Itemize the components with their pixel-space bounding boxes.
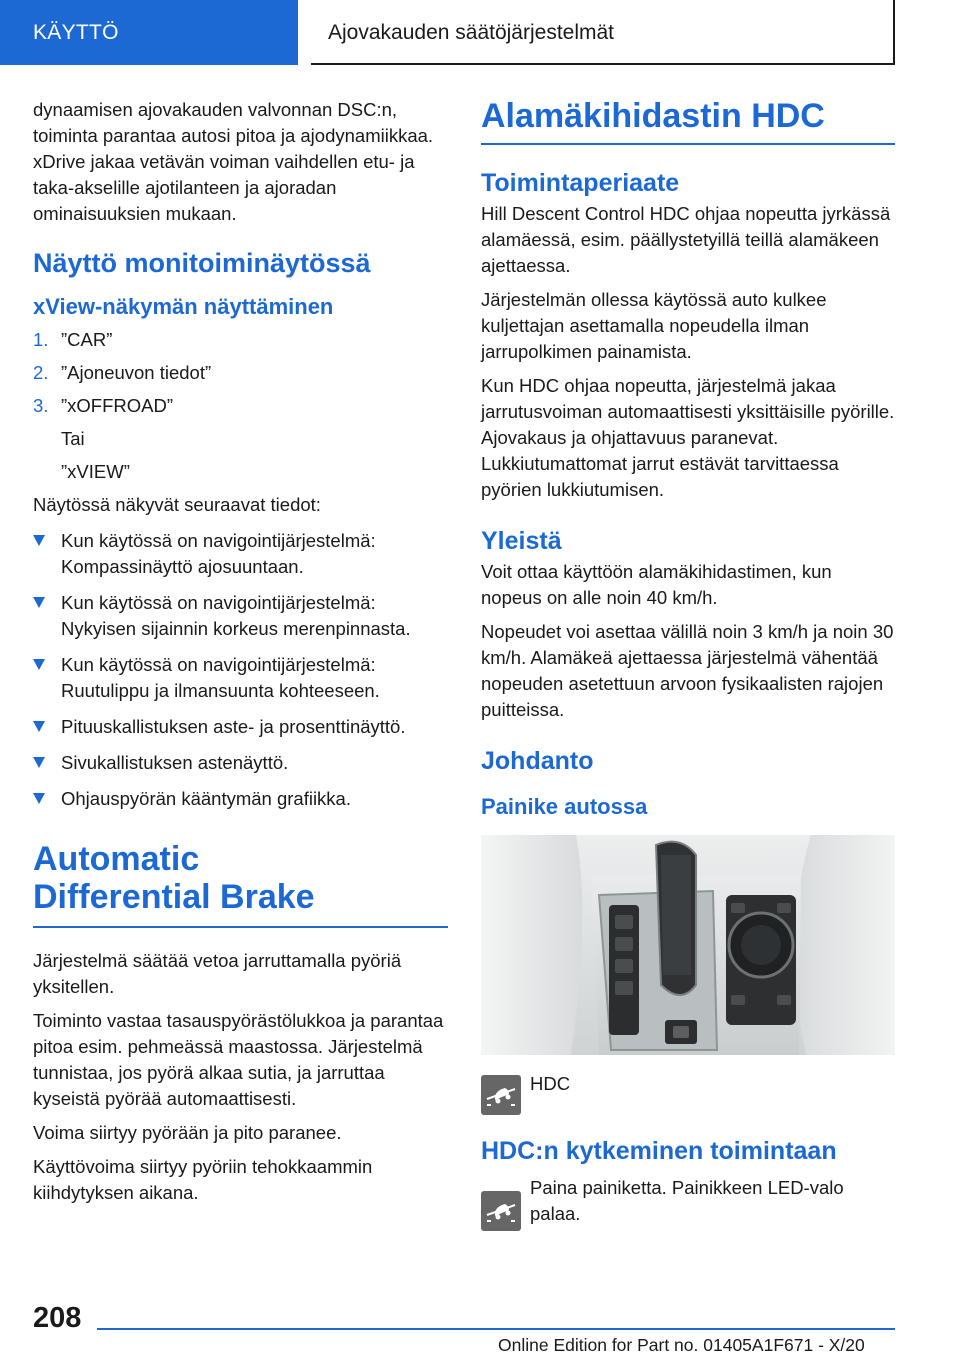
list-item [33,750,448,776]
general-paragraph: Nopeudet voi asettaa välillä noin 3 km/h ja noin 30 km/h. Alamäkeä ajettaessa järjestelmä vähentää nopeuden asetettuun arvoon fysikaalisten rajojen puitteissa. [481,621,894,720]
edition-text: Online Edition for Part no. 01405A1F671 - X/20 [498,1335,865,1355]
right-column [481,97,895,1235]
list-item [33,590,448,642]
heading-adb: Automatic Differential Brake [33,840,315,916]
alt-step-text: ”xVIEW” [61,461,130,482]
triangle-bullet-icon [33,659,45,670]
triangle-bullet-icon [33,597,45,608]
step-number: 3. [33,395,49,416]
triangle-bullet-icon [33,721,45,732]
heading-xview: xView-näkymän näyttäminen [33,294,334,319]
principle-paragraph: Järjestelmän ollessa käytössä auto kulkee kuljettajan asettamalla nopeudella ilman jarrupolkimen painamista. [481,289,827,362]
bullet-text: Kun käytössä on navigointijärjestelmä: Kompassinäyttö ajosuuntaan. [61,530,376,577]
hdc-icon [481,1075,521,1115]
bullet-text: Kun käytössä on navigointijärjestelmä: Ruutulippu ja ilmansuunta kohteeseen. [61,654,380,701]
hdc-icon-label: HDC [530,1073,571,1094]
principle-paragraph: Hill Descent Control HDC ohjaa nopeutta jyrkässä alamäessä, esim. päällystetyillä teillä alamäkeen ajettaessa. [481,203,891,276]
footer-rule [97,1328,895,1330]
heading-intro: Johdanto [481,747,594,775]
activate-text: Paina painiketta. Painikkeen LED-valo palaa. [530,1177,844,1224]
heading-display: Näyttö monitoiminäytössä [33,248,371,278]
triangle-bullet-icon [33,535,45,546]
heading-principle: Toimintaperiaate [481,169,680,197]
xview-steps [33,327,448,426]
list-item [33,528,448,580]
shown-intro: Näytössä näkyvät seuraavat tiedot: [33,494,321,515]
chapter-header [311,0,895,65]
hdc-icon-row [481,1055,895,1135]
adb-paragraph: Käyttövoima siirtyy pyöriin tehokkaammin kiihdytyksen aikana. [33,1156,373,1203]
list-item [33,327,448,360]
general-paragraph: Voit ottaa käyttöön alamäkihidastimen, kun nopeus on alle noin 40 km/h. [481,561,832,608]
adb-paragraph: Järjestelmä säätää vetoa jarruttamalla pyöriä yksitellen. [33,950,402,997]
display-info-list [33,528,448,812]
section-title: KÄYTTÖ [33,21,119,44]
triangle-bullet-icon [33,793,45,804]
adb-rule [33,926,448,928]
step-text: ”CAR” [61,329,113,350]
adb-paragraph: Voima siirtyy pyörään ja pito paranee. [33,1122,342,1143]
bullet-text: Sivukallistuksen astenäyttö. [61,752,289,773]
bullet-text: Ohjauspyörän kääntymän grafiikka. [61,788,351,809]
heading-general: Yleistä [481,527,562,555]
triangle-bullet-icon [33,757,45,768]
heading-hdc: Alamäkihidastin HDC [481,97,825,135]
center-console-illustration [481,835,895,1055]
list-item [33,786,448,812]
step-text: ”Ajoneuvon tiedot” [61,362,212,383]
bullet-text: Kun käytössä on navigointijärjestelmä: Nykyisen sijainnin korkeus merenpinnasta. [61,592,411,639]
center-console-photo [481,835,895,1055]
chapter-title: Ajovakauden säätöjärjestelmät [328,21,615,44]
activate-row [481,1175,895,1227]
list-item [33,714,448,740]
left-column [33,97,448,1214]
or-text: Tai [61,428,85,449]
step-number: 1. [33,329,49,350]
section-tab [0,0,298,65]
adb-paragraph: Toiminto vastaa tasauspyörästölukkoa ja parantaa pitoa esim. pehmeässä maastossa. Järjestelmä tunnistaa, jos pyörä alkaa sutia, ja jarruttaa kyseistä pyörää automaattisesti. [33,1010,444,1109]
principle-paragraph: Kun HDC ohjaa nopeutta, järjestelmä jakaa jarrutusvoiman automaattisesti yksittäisille pyörille. Ajovakaus ja ohjattavuus paranevat. Lukkiutumattomat jarrut estävät tarvittaessa pyörien lukkiutumisen. [481,375,895,500]
step-text: ”xOFFROAD” [61,395,174,416]
list-item [33,360,448,393]
list-item [33,393,448,426]
hdc-rule [481,143,895,145]
list-item [33,652,448,704]
page-number: 208 [33,1302,82,1334]
intro-paragraph: dynaamisen ajovakauden valvonnan DSC:n, toiminta parantaa autosi pitoa ja ajodynamiikkaa. xDrive jakaa vetävän voiman vaihdellen etu- ja taka-akselille ajotilanteen ja ajoradan ominaisuuksien mukaan. [33,99,434,224]
heading-button-in-car: Painike autossa [481,794,648,819]
step-number: 2. [33,362,49,383]
bullet-text: Pituuskallistuksen aste- ja prosenttinäyttö. [61,716,406,737]
hdc-icon [481,1191,521,1231]
heading-activate: HDC:n kytkeminen toimintaan [481,1137,837,1165]
